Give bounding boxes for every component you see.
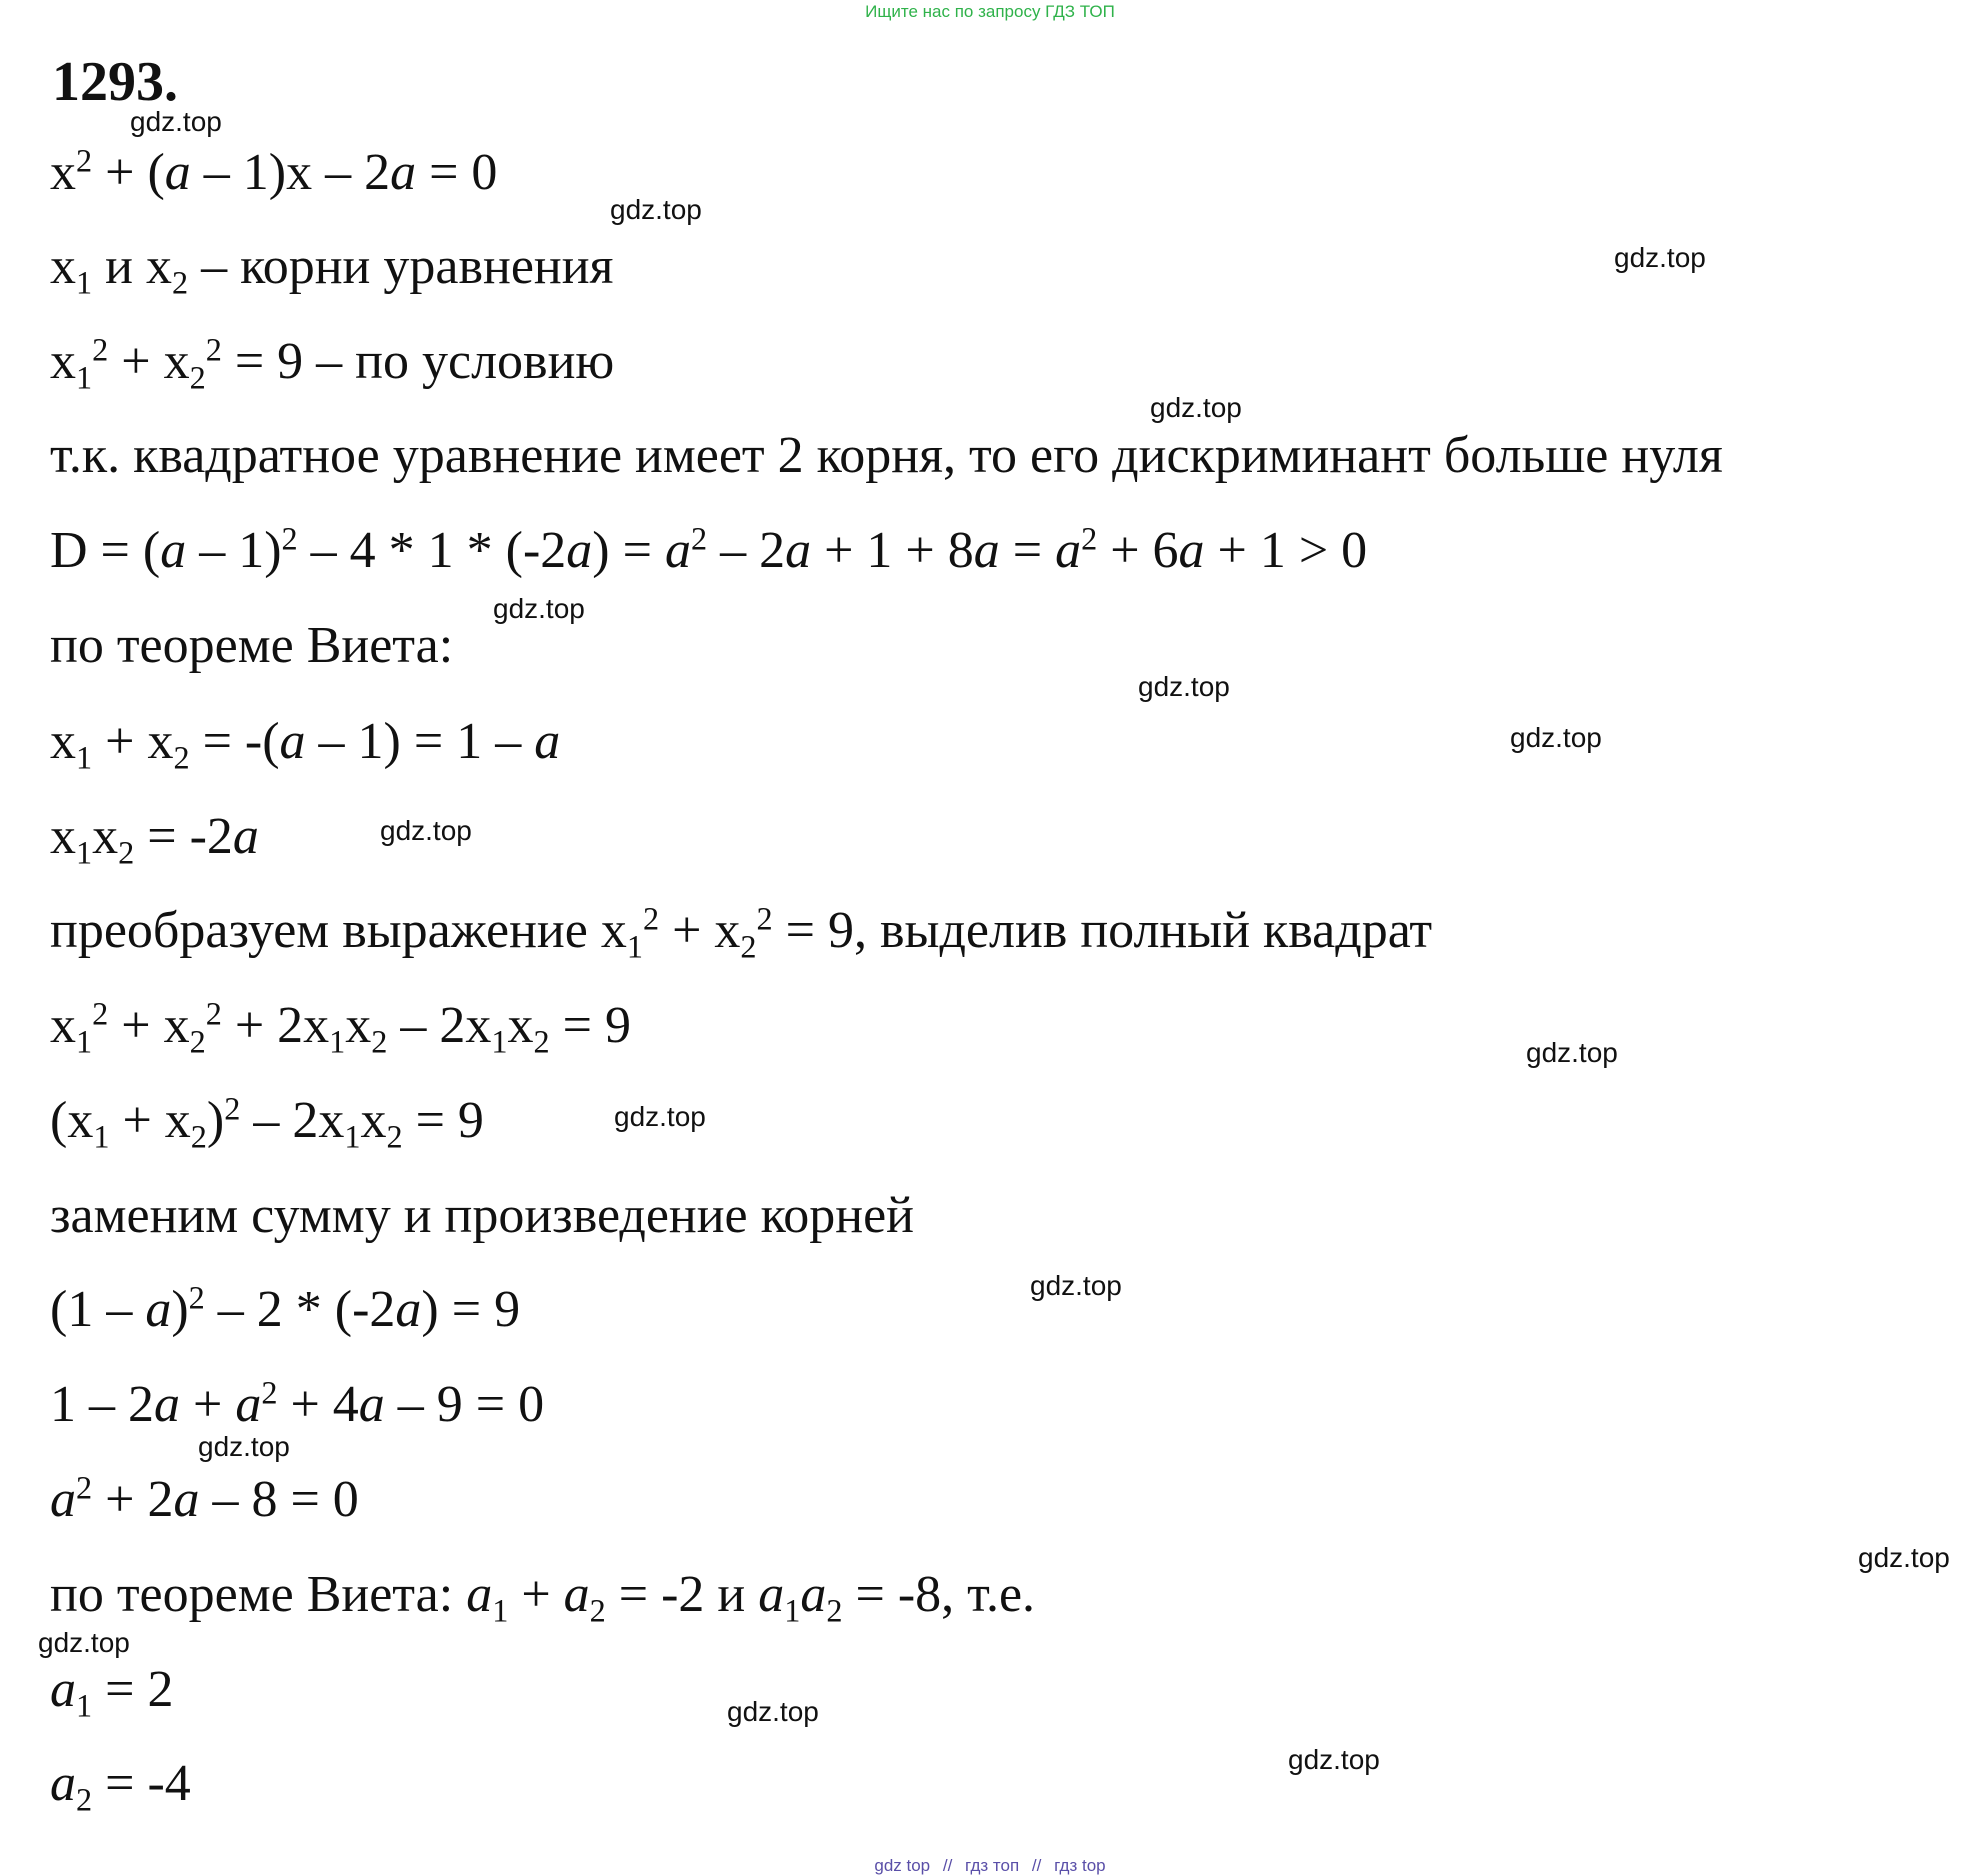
ie-word: , т.е.	[941, 1566, 1036, 1623]
grouped-line: $(x_1 + x_2)^2 - 2x_1x_2 = 9$	[50, 1090, 484, 1155]
transform-text-b: , выделив полный квадрат	[853, 902, 1433, 959]
replace-note: заменим сумму и произведение корней	[50, 1187, 914, 1244]
footer-separator: //	[1031, 1856, 1042, 1875]
transform-text-a: преобразуем выражение	[50, 902, 601, 959]
condition-line: $x_1^2 + x_2^2 = 9$ – по условию	[50, 331, 615, 396]
footer-link[interactable]: гдз top	[1054, 1856, 1106, 1875]
vieta-a-line: по теореме Виета: $a_1 + a_2 = -2$ и $a_1a_2 = -8$, т.е.	[50, 1566, 1036, 1629]
roots-label: корни уравнения	[240, 238, 614, 295]
condition-label: по условию	[355, 333, 615, 390]
square-line: $x_1^2 + x_2^2 + 2x_1x_2 - 2x_1x_2 = 9$	[50, 995, 631, 1060]
watermark: gdz.top	[1526, 1037, 1618, 1068]
product-line: $x_1x_2 = -2a$	[50, 808, 259, 871]
watermark: gdz.top	[610, 194, 702, 225]
sum-line: $x_1 + x_2 = -(a - 1) = 1 - a$	[50, 713, 561, 776]
footer-separator: //	[942, 1856, 953, 1875]
watermark: gdz.top	[614, 1101, 706, 1132]
watermark: gdz.top	[1510, 722, 1602, 753]
watermark: gdz.top	[493, 593, 585, 624]
vieta2-label: по теореме Виета:	[50, 1566, 467, 1623]
root-a2-line: $a_2 = -4$	[50, 1755, 191, 1818]
watermark: gdz.top	[130, 106, 222, 137]
discriminant-note: т.к. квадратное уравнение имеет 2 корня, то его дискриминант больше нуля	[50, 427, 1723, 484]
root-a1-line: $a_1 = 2$	[50, 1661, 174, 1724]
discriminant-line: $D = (a - 1)^2 - 4 * 1 * (-2a) = a^2 - 2a + 1 + 8a = a^2 + 6a + 1 > 0$	[50, 520, 1368, 579]
equation-line: $x^2 + (a - 1)x - 2a = 0$	[50, 142, 498, 201]
top-banner[interactable]: Ищите нас по запросу ГДЗ ТОП	[865, 2, 1115, 21]
quadratic-a-line: $a^2 + 2a - 8 = 0$	[50, 1469, 359, 1528]
watermark: gdz.top	[380, 815, 472, 846]
watermark: gdz.top	[1138, 671, 1230, 702]
watermark: gdz.top	[198, 1431, 290, 1462]
roots-line: $x_1$ и $x_2$ – корни уравнения	[50, 238, 614, 301]
watermark: gdz.top	[1614, 242, 1706, 273]
watermark: gdz.top	[1858, 1542, 1950, 1573]
task-number: 1293.	[52, 51, 178, 113]
transform-line: преобразуем выражение $x_1^2 + x_2^2 = 9$, выделив полный квадрат	[50, 900, 1433, 965]
watermark: gdz.top	[38, 1627, 130, 1658]
footer-link[interactable]: gdz top	[874, 1856, 931, 1875]
watermark: gdz.top	[1150, 392, 1242, 423]
vieta-heading: по теореме Виета:	[50, 617, 454, 674]
and-word: и	[717, 1566, 746, 1623]
footer-link[interactable]: гдз топ	[965, 1856, 1020, 1875]
watermark: gdz.top	[727, 1696, 819, 1727]
watermark: gdz.top	[1288, 1744, 1380, 1775]
substituted-line: (1 – a)$^2$ – 2 * (-2a) = 9	[50, 1279, 521, 1338]
watermark: gdz.top	[1030, 1270, 1122, 1301]
footer-links	[0, 1856, 1980, 1876]
expanded-line: $1 - 2a + a^2 + 4a - 9 = 0$	[50, 1374, 545, 1433]
